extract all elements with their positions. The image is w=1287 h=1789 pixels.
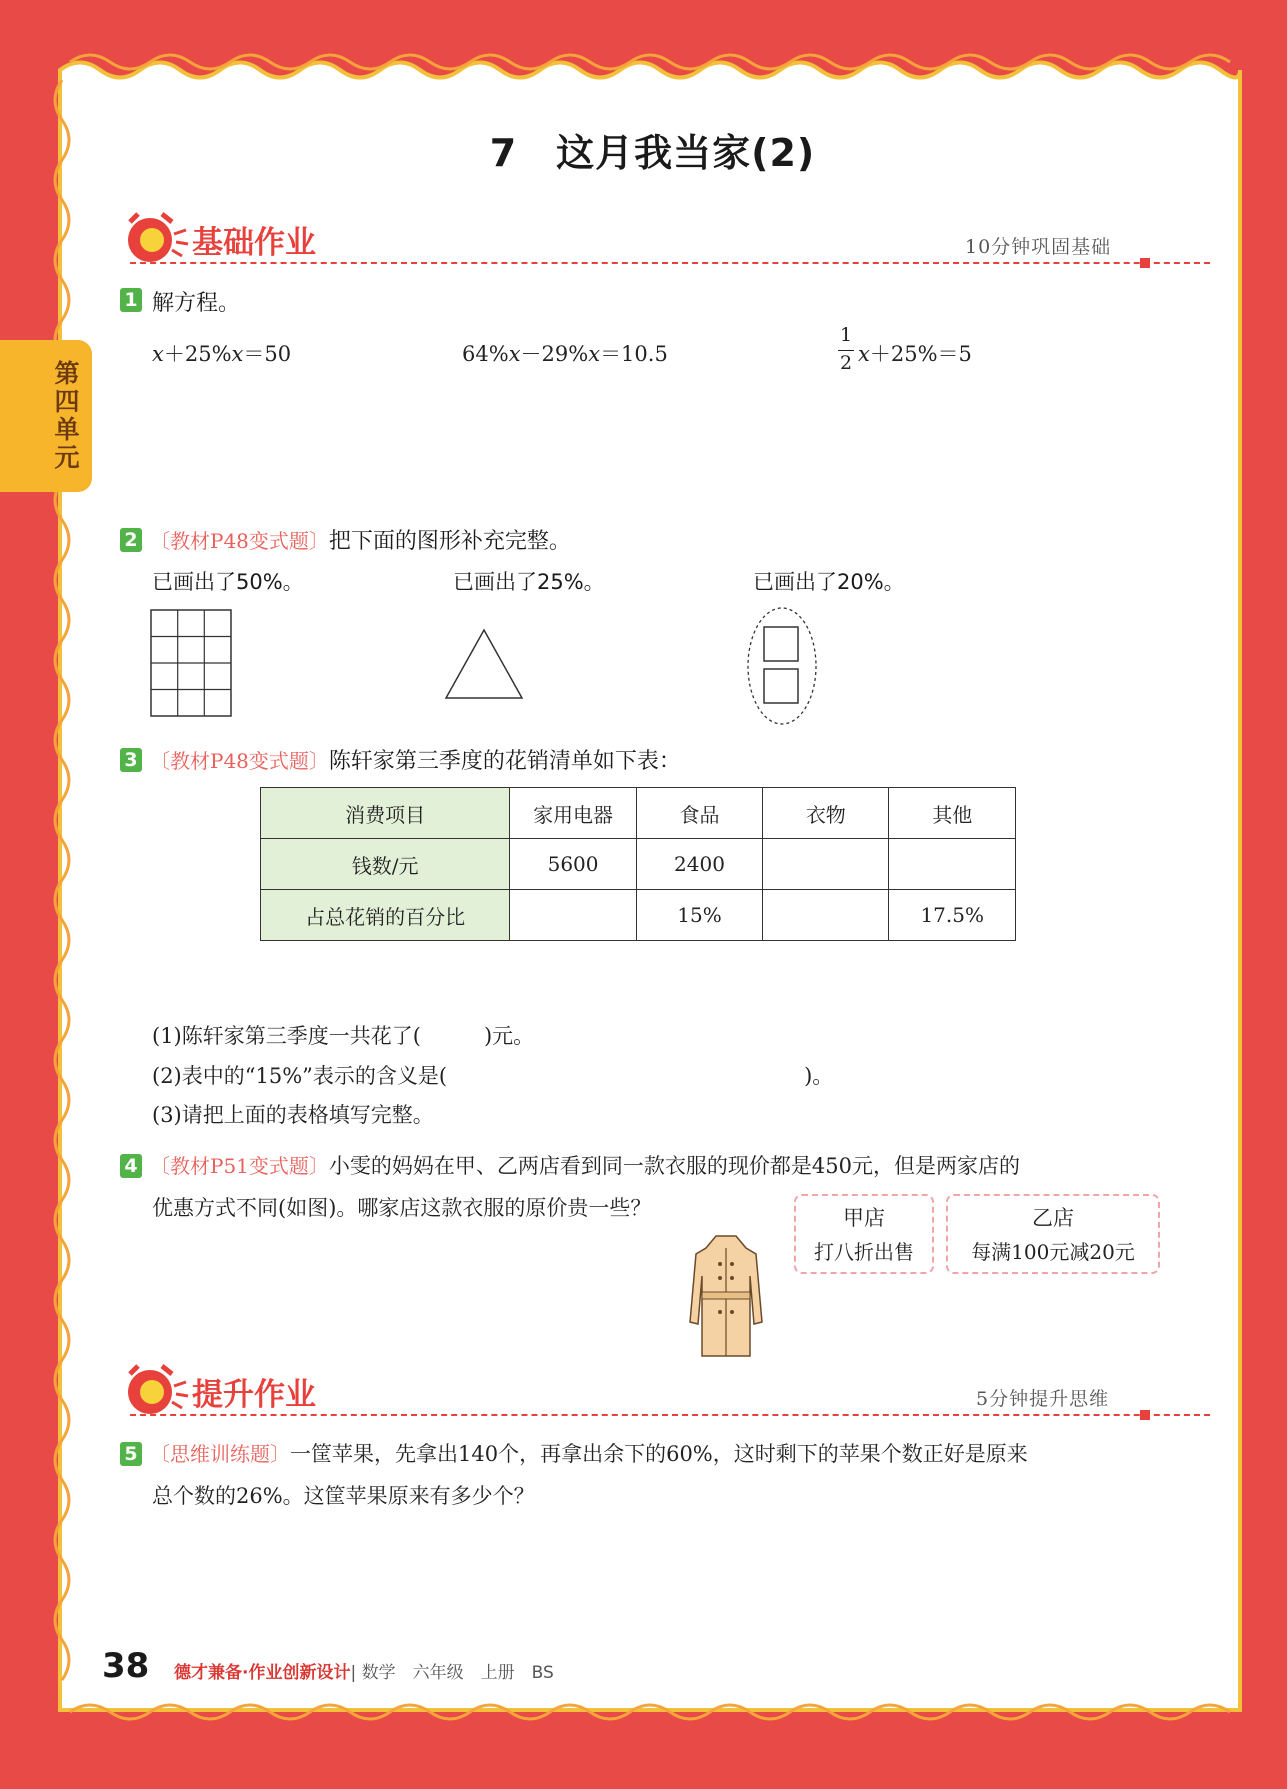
table-cell: 钱数/元 (261, 839, 510, 890)
footer-book-info: | 数学 六年级 上册 BS (350, 1663, 554, 1683)
trench-coat-icon (686, 1232, 766, 1362)
question-4-line2: 优惠方式不同(如图)。哪家店这款衣服的原价贵一些？ (152, 1196, 652, 1220)
table-row (261, 890, 1016, 941)
table-cell (763, 839, 889, 890)
eq-part: ＋25% (163, 342, 232, 366)
question-number: 3 (120, 748, 142, 772)
grid-figure (150, 609, 234, 719)
question-number: 2 (120, 528, 142, 552)
question-tag: 〔教材P48变式题〕 (150, 749, 329, 773)
section-divider (130, 262, 1210, 264)
fraction-bar (838, 350, 854, 351)
eq-var: x (231, 342, 244, 366)
table-cell: 家用电器 (510, 788, 636, 839)
figure-label-3: 已画出了20%。 (753, 570, 905, 594)
question-number: 1 (120, 288, 142, 312)
question-5-line2: 总个数的26%。这筐苹果原来有多少个？ (152, 1484, 535, 1508)
fraction-numerator: 1 (839, 324, 853, 346)
footer-brand: 德才兼备·作业创新设计 (174, 1663, 351, 1683)
sub-question-1: (1)陈轩家第三季度一共花了( )元。 (152, 1024, 535, 1048)
shop-b-name: 乙店 (1032, 1206, 1074, 1230)
section-advanced-subtitle: 5分钟提升思维 (976, 1388, 1110, 1410)
table-cell (763, 890, 889, 941)
question-number: 5 (120, 1442, 142, 1466)
table-cell: 衣物 (763, 788, 889, 839)
table-cell: 5600 (510, 839, 636, 890)
eq-var: x (152, 342, 164, 366)
table-cell: 15% (636, 890, 762, 941)
table-cell: 占总花销的百分比 (261, 890, 510, 941)
alarm-bell-icon (120, 210, 192, 268)
question-text: 把下面的图形补充完整。 (328, 529, 571, 554)
table-cell: 2400 (636, 839, 762, 890)
equation-3-rest (858, 338, 972, 368)
eq-var: x (858, 342, 870, 366)
question-text: 一筐苹果，先拿出140个，再拿出余下的60%，这时剩下的苹果个数正好是原来 (290, 1442, 1028, 1466)
page-number: 38 (102, 1646, 150, 1686)
table-cell (889, 839, 1016, 890)
question-tag: 〔教材P48变式题〕 (150, 529, 329, 553)
section-divider-end (1140, 258, 1150, 268)
question-number: 4 (120, 1154, 142, 1178)
sub-question-2: (2)表中的“15%”表示的含义是( )。 (152, 1064, 834, 1088)
table-cell: 其他 (889, 788, 1016, 839)
table-cell: 17.5% (889, 890, 1016, 941)
unit-side-tab-label: 第四单元 (54, 359, 80, 472)
fraction-denominator: 2 (839, 352, 853, 374)
shop-a-name: 甲店 (843, 1206, 885, 1230)
question-5-line1 (150, 1438, 1028, 1468)
question-2-header (150, 524, 571, 555)
section-basic-subtitle: 10分钟巩固基础 (965, 236, 1112, 258)
question-tag: 〔教材P51变式题〕 (150, 1154, 329, 1178)
equation-2 (462, 338, 668, 368)
oval-squares-figure (746, 605, 818, 727)
shop-a-discount: 打八折出售 (814, 1240, 914, 1264)
eq-part: 64% (462, 342, 509, 366)
question-text: 小雯的妈妈在甲、乙两店看到同一款衣服的现价都是450元，但是两家店的 (328, 1154, 1020, 1178)
question-4-line1 (150, 1150, 1020, 1180)
section-basic-title: 基础作业 (192, 225, 316, 261)
eq-part: ＝10.5 (600, 342, 668, 366)
question-text: 陈轩家第三季度的花销清单如下表： (328, 749, 681, 774)
shop-b-discount: 每满100元减20元 (971, 1240, 1135, 1264)
table-row (261, 839, 1016, 890)
equation-1 (152, 338, 291, 368)
question-tag: 〔思维训练题〕 (150, 1442, 290, 1466)
eq-var: x (588, 342, 601, 366)
alarm-bell-icon (120, 1362, 192, 1420)
triangle-figure (443, 627, 525, 701)
figure-label-2: 已画出了25%。 (453, 570, 605, 594)
figure-label-1: 已画出了50%。 (152, 570, 304, 594)
worksheet-page (70, 62, 1235, 1700)
eq-part: －29% (520, 342, 589, 366)
section-divider (130, 1414, 1210, 1416)
section-divider-end (1140, 1410, 1150, 1420)
question-3-header (150, 744, 681, 775)
page-title: 7 这月我当家(2) (489, 131, 816, 175)
shop-b-card (946, 1194, 1160, 1274)
shop-a-card (794, 1194, 934, 1274)
sub-question-3: (3)请把上面的表格填写完整。 (152, 1103, 434, 1127)
eq-part: ＝50 (243, 342, 292, 366)
table-row (261, 788, 1016, 839)
eq-part: ＋25%＝5 (869, 342, 972, 366)
eq-var: x (508, 342, 521, 366)
question-text: 解方程。 (152, 291, 241, 316)
table-cell: 消费项目 (261, 788, 510, 839)
footer-info (174, 1658, 554, 1683)
expense-table (260, 787, 1016, 941)
table-cell: 食品 (636, 788, 762, 839)
table-cell (510, 890, 636, 941)
section-advanced-title: 提升作业 (192, 1377, 316, 1413)
